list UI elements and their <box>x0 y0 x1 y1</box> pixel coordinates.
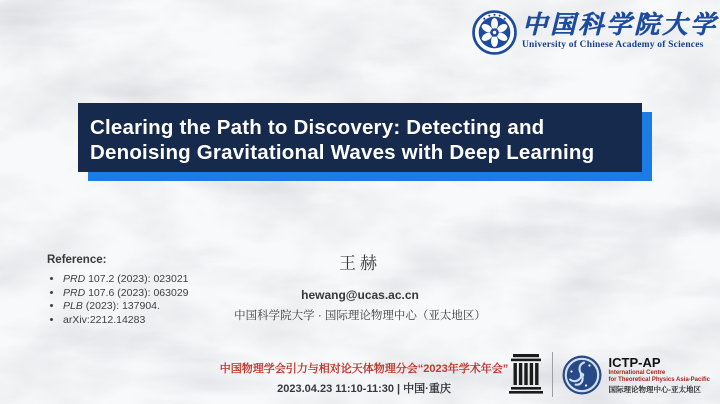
ucas-wordmark: 中国科学院大学 <box>521 10 718 39</box>
speaker-email: hewang@ucas.ac.cn <box>301 288 419 302</box>
ictp-name: ICTP-AP <box>608 354 661 370</box>
ucas-logo-text <box>522 9 718 51</box>
reference-heading: Reference: <box>47 254 107 266</box>
journal-name: PLB <box>63 300 83 312</box>
reference-item <box>63 300 189 314</box>
reference-text: 107.6 (2023): 063029 <box>85 286 189 299</box>
conference-footer <box>184 360 544 396</box>
logo-divider <box>552 352 553 397</box>
conference-title: 中国物理学会引力与相对论天体物理分会“2023年学术年会” <box>219 363 509 375</box>
ictp-text-block <box>609 356 710 394</box>
ictp-subtitle-zh: 国际理论物理中心-亚太地区 <box>608 384 702 394</box>
reference-text: (2023): 137904. <box>82 300 160 312</box>
title-banner <box>78 103 642 172</box>
speaker-block <box>195 249 525 323</box>
ucas-logo <box>472 9 718 55</box>
ucas-subtitle: University of Chinese Academy of Sciences <box>521 40 704 50</box>
ictp-subtitle-2: for Theoretical Physics Asia-Pacific <box>608 376 710 383</box>
journal-name: PRD <box>63 273 86 285</box>
footer-logos <box>509 352 710 397</box>
reference-item <box>63 273 189 287</box>
title-line-1: Clearing the Path to Discovery: Detecting and <box>90 116 545 139</box>
reference-list <box>47 273 189 327</box>
journal-name: PRD <box>63 286 86 299</box>
ucas-emblem-icon <box>472 10 517 55</box>
reference-section <box>47 254 189 327</box>
ictp-logo-icon <box>562 355 602 395</box>
reference-text: 107.2 (2023): 023021 <box>85 273 189 285</box>
unesco-logo-icon <box>509 354 543 396</box>
reference-item <box>63 287 189 301</box>
session-datetime: 2023.04.23 11:10-11:30 | 中国·重庆 <box>277 383 451 395</box>
title-line-2: Denoising Gravitational Waves with Deep Learning <box>90 141 595 164</box>
ictp-subtitle-1: International Centre <box>608 369 666 376</box>
speaker-name: 王赫 <box>339 254 381 273</box>
reference-item <box>63 314 189 328</box>
speaker-affiliation: 中国科学院大学 · 国际理论物理中心（亚太地区） <box>234 310 486 322</box>
reference-text: arXiv:2212.14283 <box>63 313 146 326</box>
